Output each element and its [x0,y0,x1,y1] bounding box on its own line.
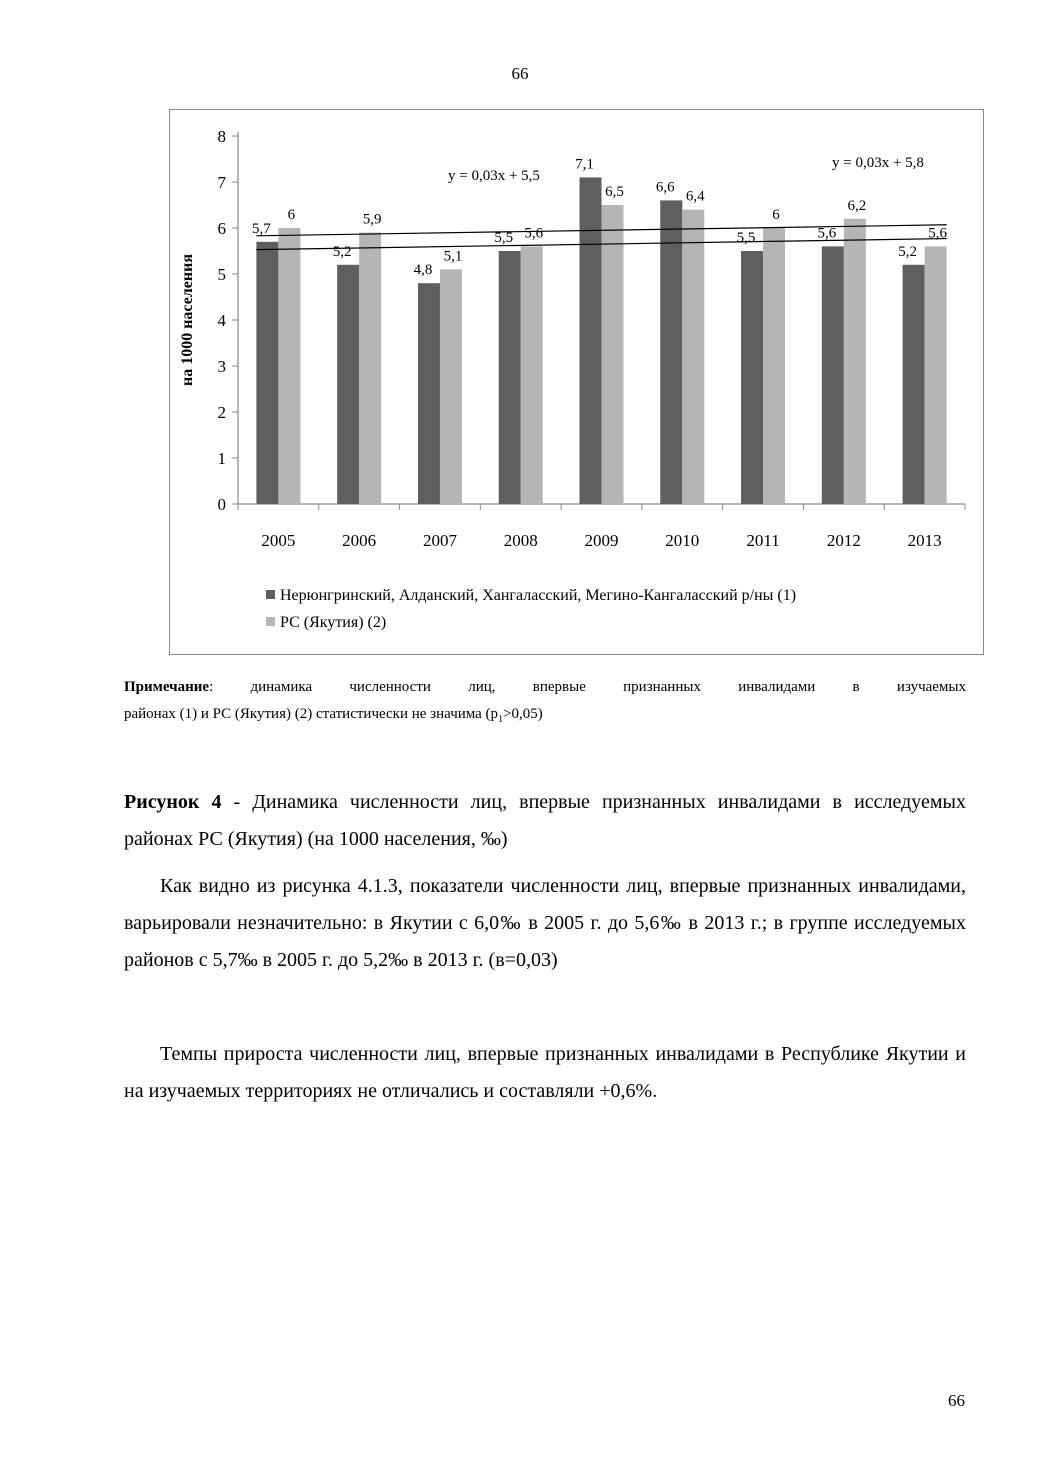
y-tick-label: 0 [217,495,226,514]
data-label: 5,5 [736,230,756,246]
data-label: 5,6 [928,225,947,242]
note-subscript: 1 [498,714,504,725]
legend-label: Нерюнгринский, Алданский, Хангаласский, Мегино-Кангаласский р/ны (1) [280,587,797,604]
bar-1 [580,177,602,504]
data-label: 5,2 [332,243,352,260]
bar-2 [844,219,866,504]
data-label: 6,2 [847,197,867,214]
data-label: 5,7 [252,220,271,237]
y-tick-label: 5 [217,265,226,284]
y-tick-label: 1 [217,449,226,468]
bar-2 [682,210,704,504]
data-label: 6,6 [655,179,675,196]
x-tick-label: 2010 [665,531,700,550]
x-tick-label: 2008 [503,531,538,550]
data-label: 5,6 [524,225,544,242]
data-label: 5,2 [898,243,917,260]
y-tick-label: 7 [217,173,226,192]
caption-label: Рисунок 4 [124,791,222,813]
bar-1 [256,242,278,504]
bar-1 [499,251,521,504]
data-label: 5,5 [494,230,514,246]
data-label: 6 [287,207,296,223]
x-tick-label: 2007 [422,531,457,550]
chart-frame [169,109,984,655]
y-tick-label: 2 [217,403,226,422]
note-line-1 [124,674,966,701]
bar-1 [741,251,763,504]
bar-2 [925,246,947,504]
data-label: 4,8 [413,262,433,279]
data-label: 6,5 [605,184,624,200]
data-label: 6 [772,207,780,223]
bar-2 [521,246,543,504]
bar-2 [602,205,624,504]
page-number-bottom: 66 [948,1391,965,1410]
bar-2 [359,233,381,504]
data-label: 7,1 [575,156,594,173]
bar-1 [660,200,682,504]
bar-1 [337,265,359,504]
note-text-2b: >0,05) [503,706,543,722]
x-tick-label: 2013 [907,531,942,550]
legend-label: РС (Якутия) (2) [280,614,387,631]
y-axis-title: на 1000 населения [179,253,196,387]
bar-2 [440,269,462,504]
x-tick-label: 2011 [746,531,780,550]
bar-2 [763,228,785,504]
data-label: 5,9 [362,211,382,228]
y-tick-label: 8 [217,127,226,146]
legend-swatch [266,590,275,599]
y-tick-label: 4 [217,311,226,330]
data-label: 6,4 [685,188,705,205]
trendline-label: y = 0,03x + 5,5 [448,168,540,184]
x-tick-label: 2006 [342,531,377,550]
bar-1 [903,265,925,504]
y-tick-label: 3 [217,357,226,376]
data-label: 5,1 [443,248,463,265]
note-text-1: : динамика численности лиц, впервые признанных инвалидами в изучаемых [209,679,966,695]
note-text-2a: районах (1) и РС (Якутия) (2) статистически не значима (р [124,706,499,722]
legend-swatch [266,617,275,626]
figure-note [124,674,966,733]
figure-caption [124,784,966,858]
paragraph-1: Как видно из рисунка 4.1.3, показатели численности лиц, впервые признанных инвалидами, варьировали незначительно: в Якутии с 6,0‰ в 2005 г. до 5,6‰ в 2013 г.; в группе исследуемых районов с 5,7‰ в 2005 г. до 5,2‰ в 2013 г. (в=0,03) [124,875,966,971]
note-line-2 [124,701,966,733]
note-label: Примечание [124,679,210,695]
trendline-label: y = 0,03x + 5,8 [832,155,924,171]
caption-text: - Динамика численности лиц, впервые признанных инвалидами в исследуемых районах РС (Якутия) (на 1000 населения, ‰) [124,791,966,850]
page-number-top: 66 [511,64,529,83]
y-tick-label: 6 [217,219,226,238]
paragraph-2: Темпы прироста численности лиц, впервые признанных инвалидами в Республике Якутии и на изучаемых территориях не отличались и составляли +0,6%. [124,1043,966,1102]
bar-2 [278,228,300,504]
bar-1 [418,283,440,504]
x-tick-label: 2005 [261,531,296,550]
x-tick-label: 2009 [584,531,619,550]
bar-1 [822,246,844,504]
x-tick-label: 2012 [826,531,861,550]
bar-chart [170,110,985,656]
data-label: 5,6 [817,225,837,242]
